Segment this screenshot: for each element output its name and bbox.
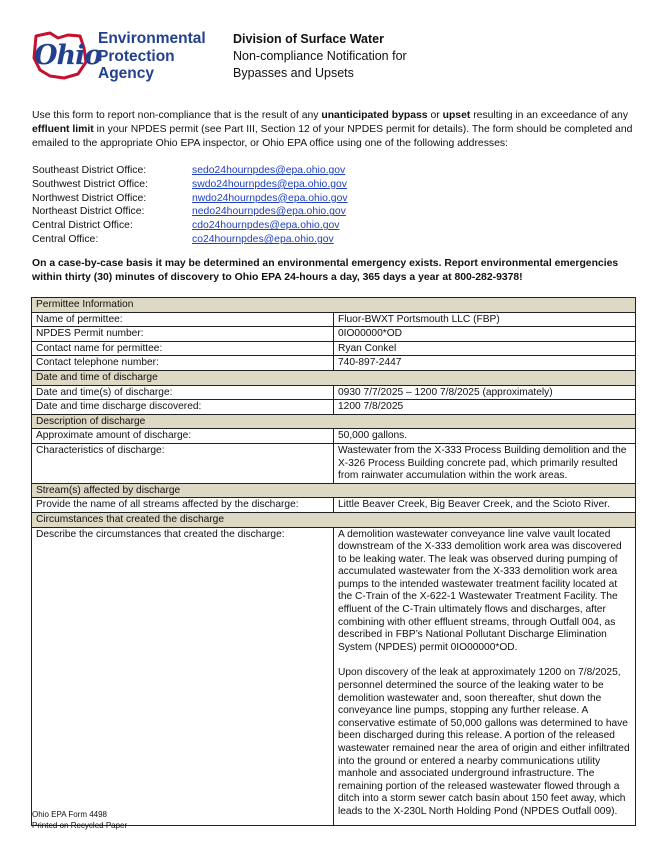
field-label: Characteristics of discharge: — [32, 443, 334, 483]
section-header: Description of discharge — [32, 414, 636, 429]
intro-bold-text: unanticipated bypass — [321, 110, 428, 121]
intro-paragraph — [32, 109, 636, 151]
table-row — [32, 385, 636, 400]
logo-ohio-word: Ohio — [34, 40, 102, 71]
field-label: Contact name for permittee: — [32, 341, 334, 356]
form-title-line: Non-compliance Notification for — [233, 49, 407, 63]
intro-bold-text: effluent limit — [32, 124, 94, 135]
discharge-characteristics-value: Wastewater from the X-333 Process Building demolition and the X-326 Process Building concrete pad, which primarily resulted from rainwater accumulation within the work areas. — [334, 443, 636, 483]
logo-agency-line: Protection — [98, 47, 175, 65]
field-label: Provide the name of all streams affected by the discharge: — [32, 498, 334, 513]
recycled-paper-note: Printed on Recycled Paper — [32, 821, 128, 830]
table-row — [32, 341, 636, 356]
table-row — [32, 443, 636, 483]
section-header-row — [32, 483, 636, 498]
field-label: Date and time discharge discovered: — [32, 400, 334, 415]
office-name: Southeast District Office: — [32, 165, 147, 176]
logo-agency-name — [98, 30, 206, 83]
permit-number-value: 0IO00000*OD — [334, 327, 636, 342]
contact-name-value: Ryan Conkel — [334, 341, 636, 356]
office-row — [32, 192, 532, 206]
intro-text: in your NPDES permit (see Part III, Section 12 of your NPDES permit for details). The form should be completed and emailed to the appropriate Ohio EPA inspector, or Ohio EPA office using one of the following addresses: — [32, 124, 633, 149]
section-header: Permittee Information — [32, 298, 636, 313]
division-name: Division of Surface Water — [233, 32, 384, 46]
office-email-link[interactable]: co24hournpdes@epa.ohio.gov — [192, 233, 334, 245]
field-label: Name of permittee: — [32, 312, 334, 327]
table-row — [32, 356, 636, 371]
table-row — [32, 312, 636, 327]
field-label: Approximate amount of discharge: — [32, 429, 334, 444]
intro-bold-text: upset — [442, 110, 471, 121]
section-header: Stream(s) affected by discharge — [32, 483, 636, 498]
office-row — [32, 164, 532, 178]
intro-text: Use this form to report non-compliance that is the result of any — [32, 110, 322, 121]
discharge-amount-value: 50,000 gallons. — [334, 429, 636, 444]
office-email-link[interactable]: swdo24hournpdes@epa.ohio.gov — [192, 178, 347, 190]
section-header-row — [32, 370, 636, 385]
office-email-link[interactable]: sedo24hournpdes@epa.ohio.gov — [192, 165, 346, 176]
field-label: Contact telephone number: — [32, 356, 334, 371]
office-name: Central District Office: — [32, 220, 133, 232]
field-label: Date and time(s) of discharge: — [32, 385, 334, 400]
section-header-row — [32, 298, 636, 313]
streams-affected-value: Little Beaver Creek, Big Beaver Creek, and the Scioto River. — [334, 498, 636, 513]
section-header-row — [32, 414, 636, 429]
intro-text: resulting in an exceedance of any — [470, 110, 629, 121]
section-header-row — [32, 512, 636, 527]
discharge-time-value: 0930 7/7/2025 – 1200 7/8/2025 (approximately) — [334, 385, 636, 400]
office-email-link[interactable]: nwdo24hournpdes@epa.ohio.gov — [192, 192, 348, 204]
form-title-block — [233, 31, 407, 82]
field-label: Describe the circumstances that created the discharge: — [32, 527, 334, 825]
ohio-epa-logo — [28, 28, 224, 88]
table-row — [32, 327, 636, 342]
form-number: Ohio EPA Form 4498 — [32, 810, 107, 819]
office-name: Northeast District Office: — [32, 206, 145, 218]
circumstances-value — [334, 527, 636, 825]
office-email-list — [32, 164, 532, 247]
office-name: Northwest District Office: — [32, 192, 147, 204]
logo-agency-line: Agency — [98, 65, 154, 82]
logo-agency-line: Environmental — [98, 30, 206, 47]
office-email-link[interactable]: cdo24hournpdes@epa.ohio.gov — [192, 220, 340, 232]
office-row — [32, 233, 532, 247]
page-footer — [32, 809, 127, 831]
contact-phone-value: 740-897-2447 — [334, 356, 636, 371]
field-label: NPDES Permit number: — [32, 327, 334, 342]
table-row — [32, 429, 636, 444]
notification-form-table — [31, 297, 636, 826]
office-name: Central Office: — [32, 233, 99, 245]
office-name: Southwest District Office: — [32, 178, 148, 190]
office-row — [32, 178, 532, 192]
permittee-name-value: Fluor-BWXT Portsmouth LLC (FBP) — [334, 312, 636, 327]
table-row — [32, 400, 636, 415]
circumstances-paragraph: Upon discovery of the leak at approximately 1200 on 7/8/2025, personnel determined the source of the leaking water to be demolition wastewater and, soon thereafter, shut down the conveyance line pumps, stopping any further release. A conservative estimate of 50,000 gallons was determined to have been discharged during this release. A portion of the released wastewater remained near the area of origin and either infiltrated into the ground or entered a nearby communications utility manhole and associated underground infrastructure. The remaining portion of the released wastewater flowed through a ditch into a storm sewer catch basin about 150 feet away, which leads to the X-230L North Holding Pond (NPDES Outfall 009). — [338, 667, 630, 817]
section-header: Circumstances that created the discharge — [32, 512, 636, 527]
office-email-link[interactable]: nedo24hournpdes@epa.ohio.gov — [192, 206, 346, 218]
discovered-time-value: 1200 7/8/2025 — [334, 400, 636, 415]
circumstances-paragraph: A demolition wastewater conveyance line valve vault located downstream of the X-333 demolition work area was discovered to be leaking water. The leak was observed during pumping of accumulated wastewater from the X-333 demolition work area pumps to the intended wastewater treatment facility located at the C-Train of the X-622-1 Wastewater Treatment Facility. The effluent of the C-Train ultimately flows and discharges, after combining with other effluent streams, through Outfall 004, as described in FBP’s National Pollutant Discharge Elimination System (NPDES) permit 0IO00000*OD. — [338, 528, 622, 653]
emergency-notice: On a case-by-case basis it may be determined an environmental emergency exists. Report environmental emergencies within thirty (30) minutes of discovery to Ohio EPA 24-hours a day, 365 days a year at 800-282-9378! — [32, 258, 619, 283]
form-title-line: Bypasses and Upsets — [233, 66, 354, 80]
intro-text: or — [427, 110, 443, 121]
table-row — [32, 498, 636, 513]
section-header: Date and time of discharge — [32, 370, 636, 385]
table-row — [32, 527, 636, 825]
office-row — [32, 219, 532, 233]
office-row — [32, 205, 532, 219]
